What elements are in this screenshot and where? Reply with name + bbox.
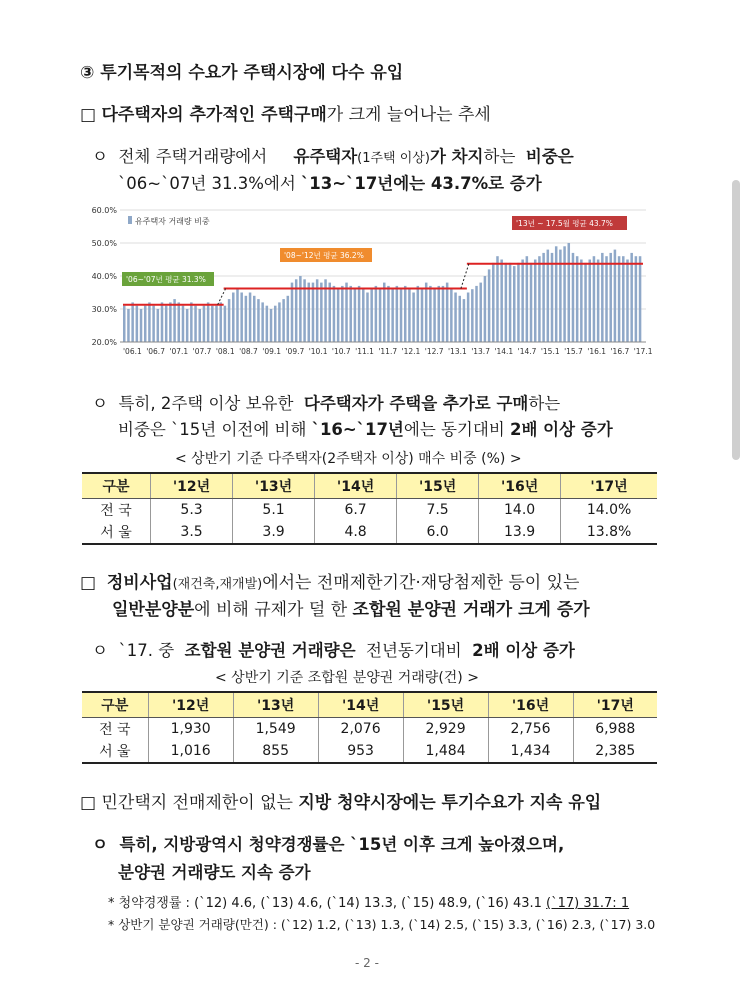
- bar: [232, 293, 235, 343]
- table-header: '17년: [561, 473, 657, 499]
- bar: [433, 289, 436, 342]
- bullet1-rest: 가 크게 늘어나는 추세: [326, 105, 491, 125]
- bar: [274, 306, 277, 342]
- x-tick-label: '15.1: [540, 347, 560, 356]
- table-header: '12년: [148, 692, 233, 718]
- table-cell: 1,434: [488, 740, 573, 763]
- bar: [509, 263, 512, 342]
- bar: [136, 306, 139, 342]
- bar: [412, 293, 415, 343]
- bar: [190, 302, 193, 342]
- bar: [458, 296, 461, 342]
- sub2-text: 다주택자가 주택을 추가로 구매: [303, 394, 529, 413]
- bar: [379, 289, 382, 342]
- bullet2-marker: □: [80, 573, 97, 593]
- bullet2-text: 일반분양분: [112, 600, 195, 620]
- average-label: '08~'12년 평균 36.2%: [284, 251, 364, 260]
- bar: [396, 286, 399, 342]
- sub1-line2: [118, 170, 542, 194]
- bullet3-marker: □: [80, 793, 97, 813]
- sub1-text: `06~`07년 31.3%에서: [118, 174, 296, 193]
- table-cell: 2,076: [318, 718, 403, 741]
- bar: [131, 302, 134, 342]
- bar: [563, 246, 566, 342]
- bar: [349, 286, 352, 342]
- sub1-text: 유주택자: [293, 147, 358, 166]
- table1-caption: < 상반기 기준 다주택자(2주택자 이상) 매수 비중 (%) >: [175, 451, 522, 467]
- bar: [249, 293, 252, 343]
- sub2-marker: ㅇ: [92, 394, 108, 413]
- x-tick-label: '06.7: [146, 347, 165, 356]
- x-tick-label: '08.7: [239, 347, 258, 356]
- bar: [471, 289, 474, 342]
- bullet1: [80, 100, 491, 125]
- bullet2-text: 조합원 분양권 거래가 크게 증가: [352, 600, 590, 620]
- y-tick-label: 40.0%: [91, 272, 117, 281]
- table-cell: 6.0: [397, 521, 479, 544]
- bar: [236, 289, 239, 342]
- bar: [257, 299, 260, 342]
- table-cell: 13.8%: [561, 521, 657, 544]
- x-tick-label: '06.1: [123, 347, 142, 356]
- bar: [421, 289, 424, 342]
- x-tick-label: '08.1: [215, 347, 235, 356]
- bar: [450, 289, 453, 342]
- table-header: '15년: [397, 473, 479, 499]
- scrollbar-thumb[interactable]: [732, 180, 740, 460]
- sub4-line2: 분양권 거래량도 지속 증가: [118, 863, 311, 882]
- table-cell: 1,016: [148, 740, 233, 763]
- sub3: [92, 637, 575, 661]
- bar: [438, 286, 441, 342]
- bar: [123, 306, 126, 342]
- table-cell: 6.7: [315, 499, 397, 522]
- bar: [161, 302, 164, 342]
- bar: [127, 309, 130, 342]
- bar: [572, 253, 575, 342]
- table2-caption: < 상반기 기준 조합원 분양권 거래량(건) >: [215, 670, 479, 686]
- bar: [605, 256, 608, 342]
- bullet2-text: 에서는 전매제한기간·재당첨제한 등이 있는: [262, 573, 580, 593]
- sub4-line1: [92, 831, 564, 855]
- bar: [526, 256, 529, 342]
- bullet1-marker: □: [80, 105, 97, 125]
- bar: [601, 253, 604, 342]
- x-tick-label: '07.7: [192, 347, 212, 356]
- table-cell: 7.5: [397, 499, 479, 522]
- bar: [488, 269, 491, 342]
- bar: [387, 286, 390, 342]
- x-tick-label: '09.7: [285, 347, 305, 356]
- bar: [169, 302, 172, 342]
- table-cell: 855: [233, 740, 318, 763]
- bar: [240, 293, 243, 343]
- table-header: '14년: [318, 692, 403, 718]
- sub1-text: 전체 주택거래량에서: [118, 147, 268, 166]
- sub1-text: 비중은: [525, 147, 574, 166]
- table-cell: 서 울: [82, 521, 151, 544]
- table-header: '17년: [573, 692, 657, 718]
- bar: [337, 289, 340, 342]
- sub3-text: `17. 중: [118, 641, 175, 660]
- x-tick-label: '13.1: [448, 347, 467, 356]
- bar: [635, 256, 638, 342]
- bar: [211, 306, 214, 342]
- bar: [496, 256, 499, 342]
- bar: [308, 283, 311, 342]
- table-cell: 13.9: [479, 521, 561, 544]
- sub2-text: 비중은 `15년 이전에 비해: [118, 420, 307, 439]
- sub1-text: 하는: [483, 147, 516, 166]
- bar: [362, 289, 365, 342]
- bar: [475, 286, 478, 342]
- bar: [505, 263, 508, 342]
- bar: [630, 253, 633, 342]
- bar: [354, 289, 357, 342]
- table-row: [82, 740, 657, 763]
- table-cell: 2,385: [573, 740, 657, 763]
- x-tick-label: '11.1: [355, 347, 374, 356]
- bar: [320, 283, 323, 342]
- table-header: '16년: [479, 473, 561, 499]
- bar: [328, 283, 331, 342]
- table-header: '13년: [233, 473, 315, 499]
- bar: [408, 289, 411, 342]
- table-cell: 14.0%: [561, 499, 657, 522]
- note2: * 상반기 분양권 거래량(만건) : (`12) 1.2, (`13) 1.3, (`14) 2.5, (`15) 3.3, (`16) 2.3, (`17) 3.0: [108, 917, 656, 932]
- bar: [467, 293, 470, 343]
- bar: [282, 299, 285, 342]
- bar: [417, 286, 420, 342]
- legend-label: 유주택자 거래량 비중: [135, 217, 210, 226]
- x-tick-label: '15.7: [564, 347, 583, 356]
- bar: [375, 286, 378, 342]
- average-label: '06~'07년 평균 31.3%: [126, 275, 206, 284]
- note1-underlined: (`17) 31.7: 1: [546, 896, 630, 911]
- bar: [198, 309, 201, 342]
- bar: [245, 296, 248, 342]
- bar: [446, 283, 449, 342]
- transition-arrow: [218, 289, 226, 305]
- bar: [203, 306, 206, 342]
- table-cell: 2,756: [488, 718, 573, 741]
- bar: [186, 309, 189, 342]
- bar: [513, 266, 516, 342]
- bar: [182, 306, 185, 342]
- sub1-text: `13~`17년에는 43.7%로 증가: [301, 174, 542, 193]
- bar: [530, 263, 533, 342]
- table-cell: 전 국: [100, 503, 132, 519]
- bar: [500, 260, 503, 343]
- table-cell: 6,988: [573, 718, 657, 741]
- sub1-text: 가 차지: [429, 147, 484, 166]
- sub3-text: 2배 이상 증가: [472, 641, 575, 660]
- bullet2-text: 에 비해 규제가 덜 한: [194, 600, 348, 620]
- bar: [454, 293, 457, 343]
- bar: [207, 302, 210, 342]
- table-cell: 5.3: [151, 499, 233, 522]
- bar: [270, 309, 273, 342]
- bar: [517, 263, 520, 342]
- table-header: 구분: [82, 692, 148, 718]
- bar: [551, 253, 554, 342]
- bar: [618, 256, 621, 342]
- bar: [253, 296, 256, 342]
- bullet3-text: 민간택지 전매제한이 없는: [101, 793, 293, 813]
- bar: [425, 283, 428, 342]
- sub2-line2: [118, 416, 613, 440]
- x-tick-label: '16.7: [610, 347, 630, 356]
- x-tick-label: '09.1: [262, 347, 282, 356]
- bar: [266, 306, 269, 342]
- table-cell: 3.9: [233, 521, 315, 544]
- sub2-text: 특히, 2주택 이상 보유한: [118, 394, 294, 413]
- bar: [479, 283, 482, 342]
- bar: [366, 293, 369, 343]
- note1: [108, 892, 629, 911]
- table-header: '15년: [403, 692, 488, 718]
- sub2-line1: [92, 390, 560, 414]
- x-tick-label: '12.7: [424, 347, 444, 356]
- bar: [391, 289, 394, 342]
- table-cell: 1,549: [233, 718, 318, 741]
- sub2-text: 에는 동기대비: [403, 420, 505, 439]
- bar: [165, 306, 168, 342]
- bar: [287, 296, 290, 342]
- bullet2-text: (재건축,재개발): [172, 577, 263, 592]
- bar: [492, 263, 495, 342]
- x-tick-label: '07.1: [169, 347, 189, 356]
- table-cell: 1,930: [148, 718, 233, 741]
- bar: [370, 289, 373, 342]
- bar: [140, 309, 143, 342]
- table-cell: 5.1: [233, 499, 315, 522]
- sub4-marker: ㅇ: [92, 835, 108, 854]
- bar: [400, 289, 403, 342]
- table-header: '12년: [151, 473, 233, 499]
- table-row: [82, 521, 657, 544]
- bar: [219, 302, 222, 342]
- bullet2-line1: [80, 568, 579, 593]
- x-tick-label: '11.7: [378, 347, 398, 356]
- bullet2-text: 정비사업: [106, 573, 173, 593]
- x-tick-label: '13.7: [471, 347, 490, 356]
- bullet3-text: 지방 청약시장에는 투기수요가 지속 유입: [298, 793, 602, 813]
- bar: [593, 256, 596, 342]
- average-label: '13년 ~ 17.5월 평균 43.7%: [516, 219, 613, 228]
- bar: [312, 283, 315, 342]
- bar: [261, 302, 264, 342]
- sub1-line1: [92, 143, 574, 167]
- sub3-text: 조합원 분양권 거래량은: [184, 641, 356, 660]
- table-cell: 14.0: [479, 499, 561, 522]
- bar: [429, 286, 432, 342]
- y-tick-label: 50.0%: [91, 239, 117, 248]
- table-row: [82, 499, 657, 522]
- table-cell: 953: [318, 740, 403, 763]
- x-tick-label: '10.1: [308, 347, 328, 356]
- table-cell: 4.8: [315, 521, 397, 544]
- bar: [157, 309, 160, 342]
- bar: [463, 299, 466, 342]
- legend-swatch: [128, 216, 132, 224]
- bar: [622, 256, 625, 342]
- sub2-text: 2배 이상 증가: [510, 420, 613, 439]
- bullet3: [80, 788, 601, 813]
- x-tick-label: '16.1: [587, 347, 607, 356]
- sub4-text: 특히, 지방광역시 청약경쟁률은 `15년 이후 크게 높아졌으며,: [119, 835, 565, 854]
- bar: [588, 260, 591, 343]
- x-tick-label: '10.7: [331, 347, 351, 356]
- bar: [555, 246, 558, 342]
- bar: [278, 302, 281, 342]
- x-tick-label: '12.1: [401, 347, 421, 356]
- sub3-marker: ㅇ: [92, 641, 108, 660]
- bar: [148, 302, 151, 342]
- bar: [538, 256, 541, 342]
- bar: [333, 286, 336, 342]
- bar: [215, 306, 218, 342]
- sub3-text: 전년동기대비: [366, 641, 462, 660]
- table-cell: 서 울: [82, 740, 148, 763]
- bar: [383, 283, 386, 342]
- bar: [521, 260, 524, 343]
- sub2-text: `16~`17년: [311, 420, 404, 439]
- bar: [542, 253, 545, 342]
- x-tick-label: '14.7: [517, 347, 537, 356]
- bar: [534, 260, 537, 343]
- bar: [299, 276, 302, 342]
- sub1-marker: ㅇ: [92, 147, 108, 166]
- sub2-text: 하는: [528, 394, 561, 413]
- bar: [639, 256, 642, 342]
- table-header: '14년: [315, 473, 397, 499]
- bar: [144, 306, 147, 342]
- y-tick-label: 60.0%: [91, 206, 117, 215]
- table-header: '16년: [488, 692, 573, 718]
- table-cell: 3.5: [151, 521, 233, 544]
- x-tick-label: '17.1: [633, 347, 653, 356]
- table-cell: 1,484: [403, 740, 488, 763]
- bullet1-bold: 다주택자의 추가적인 주택구매: [101, 105, 327, 125]
- table-cell: 2,929: [403, 718, 488, 741]
- bullet2-line2: [112, 595, 590, 620]
- bar: [291, 283, 294, 342]
- y-tick-label: 30.0%: [91, 305, 117, 314]
- note1-text: * 청약경쟁률 : (`12) 4.6, (`13) 4.6, (`14) 13.3, (`15) 48.9, (`16) 43.1: [108, 896, 542, 911]
- table2: [82, 691, 657, 764]
- bar: [345, 283, 348, 342]
- bar: [178, 302, 181, 342]
- table-row: [82, 718, 657, 741]
- bar: [576, 256, 579, 342]
- table1: [82, 472, 657, 545]
- bar: [484, 276, 487, 342]
- bar: [224, 306, 227, 342]
- table-cell: 전 국: [99, 722, 131, 738]
- bar: [194, 306, 197, 342]
- chart: [90, 200, 653, 360]
- bar: [597, 260, 600, 343]
- bar: [442, 286, 445, 342]
- y-tick-label: 20.0%: [91, 338, 117, 347]
- x-tick-label: '14.1: [494, 347, 514, 356]
- bar: [152, 306, 155, 342]
- bar: [404, 286, 407, 342]
- bar: [609, 253, 612, 342]
- bar: [358, 286, 361, 342]
- bar: [568, 243, 571, 342]
- bar: [626, 260, 629, 343]
- section-title: ③ 투기목적의 수요가 주택시장에 다수 유입: [80, 63, 404, 83]
- bar: [584, 263, 587, 342]
- bar: [228, 299, 231, 342]
- table-header: 구분: [82, 473, 151, 499]
- page-number: - 2 -: [355, 956, 379, 970]
- sub1-text: (1주택 이상): [357, 151, 430, 166]
- bar: [341, 286, 344, 342]
- bar: [580, 260, 583, 343]
- table-header: '13년: [233, 692, 318, 718]
